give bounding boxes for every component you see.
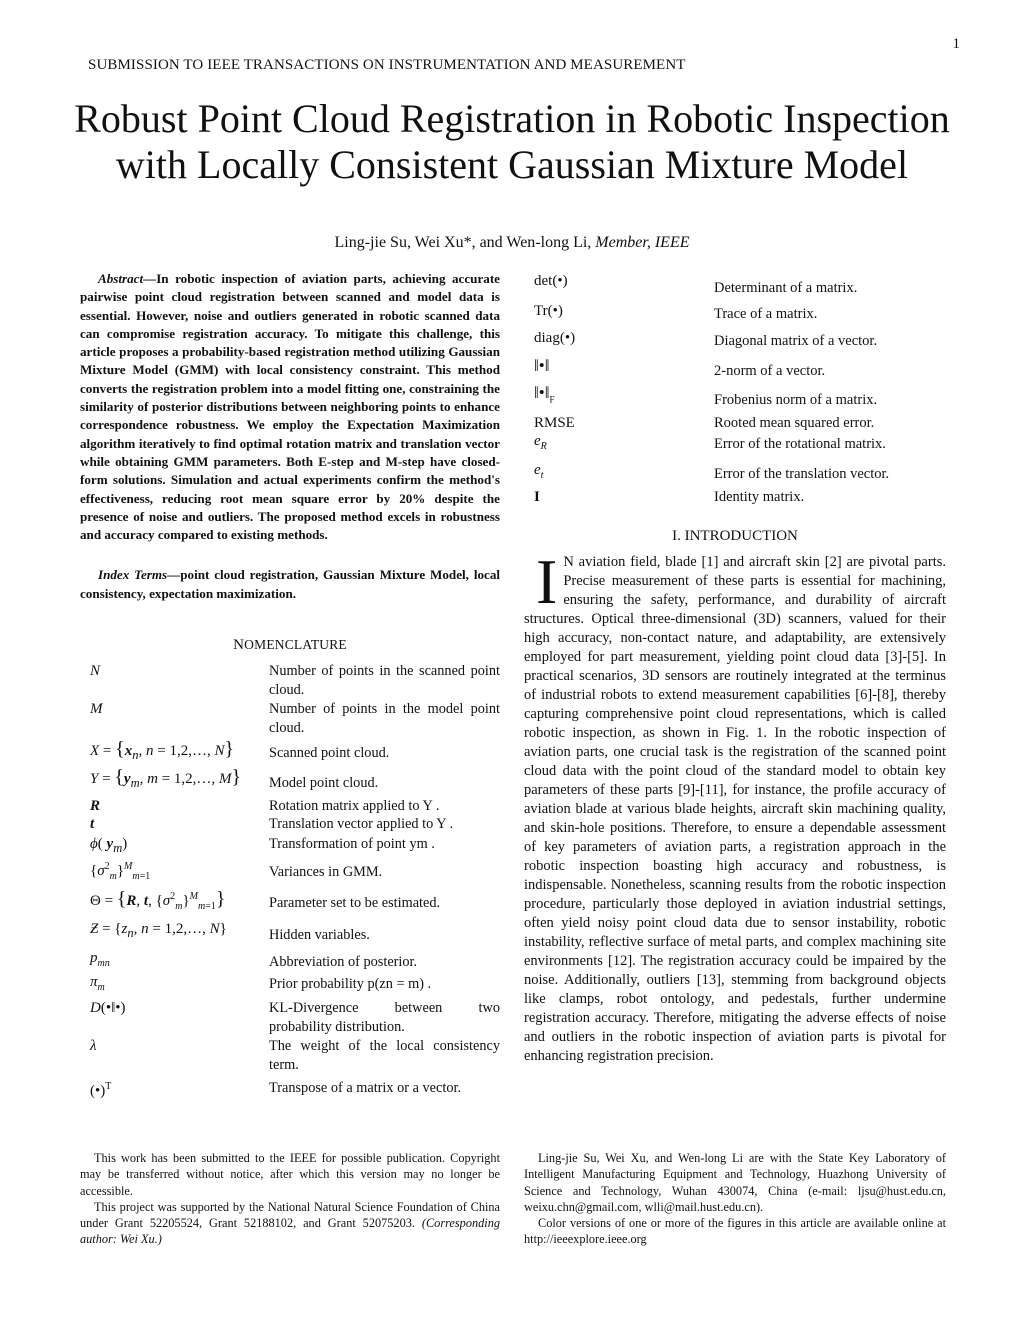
nomenclature-list (80, 662, 500, 1099)
abstract-text: —In robotic inspection of aviation parts, achieving accurate pairwise point cloud registration between scanned and model data is essential. However, noise and outliers generated in robotic scanned data can compromise registration accuracy. To mitigate this challenge, this article proposes a probability-based registration method utilizing Gaussian Mixture Model (GMM) with local consistency constraint. This method converts the registration problem into a model fitting one, constraining the similarity of posterior distributions between neighboring points to enhance correspondence robustness. We employ the Expectation Maximization algorithm iteratively to find optimal rotation matrix and translation vector while obtaining GMM parameters. Both E-step and M-step have closed-form solutions. Simulation and actual experiments confirm the method's effectiveness, reducing root mean square error by 20% despite the presence of noise and outliers. The proposed method excels in robustness and accuracy compared to existing methods. (80, 271, 500, 543)
author-names: Ling-jie Su, Wei Xu*, and Wen-long Li, (334, 234, 592, 251)
nomenclature-item (80, 700, 500, 740)
nomenclature-desc: Error of the translation vector. (714, 466, 890, 482)
introduction-text (524, 546, 946, 1066)
nomenclature-item (524, 383, 946, 410)
nomenclature-symbol: $‖•‖_F$ (534, 383, 555, 405)
nomenclature-desc: The weight of the local consistency term. (269, 1038, 500, 1074)
nomenclature-desc: KL-Divergence between two probability distribution. (269, 1000, 500, 1036)
index-terms-label: Index Terms (98, 567, 168, 583)
nomenclature-symbol: $X = \{x_n$, n = 1,2,…, N} (90, 738, 235, 763)
nomenclature-symbol: RMSE (534, 415, 575, 431)
nomenclature-symbol: ϕ( $y_m$) (90, 836, 128, 856)
nomenclature-desc: Frobenius norm of a matrix. (714, 392, 878, 408)
nomenclature-item (80, 815, 500, 835)
nomenclature-desc: Determinant of a matrix. (714, 280, 858, 296)
author-line (0, 234, 1024, 252)
nomenclature-item (80, 999, 500, 1037)
running-head: SUBMISSION TO IEEE TRANSACTIONS ON INSTRUMENTATION AND MEASUREMENT (88, 57, 686, 73)
footnote-corresponding: (Corresponding author: Wei Xu.) (80, 1216, 500, 1247)
nomenclature-desc: Transformation of point ym . (269, 836, 435, 853)
nomenclature-list-continued (524, 272, 946, 506)
abstract (80, 270, 500, 544)
nomenclature-desc: Model point cloud. (269, 775, 379, 792)
footnotes-right (524, 1150, 946, 1248)
nomenclature-symbol: I (534, 489, 540, 505)
nomenclature-desc: 2-norm of a vector. (714, 363, 826, 379)
nomenclature-item (524, 410, 946, 432)
nomenclature-desc: Abbreviation of posterior. (269, 954, 418, 971)
nomenclature-desc: Identity matrix. (714, 489, 805, 505)
nomenclature-desc: Rooted mean squared error. (714, 415, 875, 431)
nomenclature-item (80, 768, 500, 797)
footnote-submission: This work has been submitted to the IEEE for possible publication. Copyright may be transferred without notice, after which this version may no longer be accessible. (80, 1151, 500, 1198)
nomenclature-item (80, 857, 500, 887)
abstract-label: Abstract (98, 271, 144, 286)
author-membership: Member, IEEE (595, 234, 690, 251)
nomenclature-item (80, 1037, 500, 1077)
index-terms-text: —point cloud registration, Gaussian Mixture Model, local consistency, expectation maximization. (80, 567, 500, 601)
paper-title: Robust Point Cloud Registration in Robotic Inspection with Locally Consistent Gaussian Mixture Model (74, 96, 950, 187)
nomenclature-desc: Prior probability p(zn = m) . (269, 976, 432, 993)
nomenclature-desc: Error of the rotational matrix. (714, 436, 886, 452)
footnote-funding: This project was supported by the National Natural Science Foundation of China under Grant 52205524, Grant 52188102, and Grant 52075203. (Corresponding author: Wei Xu.) (80, 1199, 500, 1247)
nomenclature-item (524, 484, 946, 506)
nomenclature-item (80, 949, 500, 973)
nomenclature-item (524, 459, 946, 484)
nomenclature-item (80, 662, 500, 700)
nomenclature-desc: Rotation matrix applied to Y . (269, 798, 440, 815)
nomenclature-symbol: $\pi_m$ (90, 974, 105, 994)
nomenclature-item (524, 329, 946, 356)
nomenclature-symbol: Θ = {R, t, $\{\sigma^2_m\}^M_{m=1}$} (90, 888, 226, 913)
nomenclature-symbol: Tr(•) (534, 303, 563, 319)
footnotes-left (80, 1150, 500, 1248)
nomenclature-symbol: R (90, 798, 101, 815)
nomenclature-item (80, 740, 500, 768)
nomenclature-item (80, 797, 500, 815)
nomenclature-item (524, 356, 946, 383)
nomenclature-symbol: $e_R$ (534, 433, 547, 452)
left-column (80, 270, 500, 1099)
nomenclature-desc: Translation vector applied to Y . (269, 816, 454, 833)
nomenclature-desc: Diagonal matrix of a vector. (714, 333, 878, 349)
nomenclature-desc: Trace of a matrix. (714, 306, 818, 322)
drop-cap: I (536, 546, 558, 617)
footnote-affiliation: Ling-jie Su, Wei Xu, and Wen-long Li are with the State Key Laboratory of Intelligent Manufacturing Equipment and Technology, Huazhong University of Science and Technology, Wuhan 430074, China (e-mail: ljsu@hust.edu.cn, weixu.chn@gmail.com, wlli@mail.hust.edu.cn). (524, 1151, 946, 1214)
right-column (524, 272, 946, 1066)
nomenclature-symbol: D(•‖•) (90, 1000, 126, 1017)
nomenclature-desc: Hidden variables. (269, 927, 370, 944)
nomenclature-symbol: $p_{mn}$ (90, 950, 110, 970)
nomenclature-symbol: $\{\sigma^2_m\}^M_{m=1}$ (90, 861, 151, 883)
nomenclature-item (80, 920, 500, 949)
nomenclature-desc: Variances in GMM. (269, 864, 383, 881)
nomenclature-symbol: $Y = \{y_m$, m = 1,2,…, M} (90, 766, 242, 791)
nomenclature-item (524, 272, 946, 302)
nomenclature-symbol: N (90, 663, 101, 680)
nomenclature-item (524, 302, 946, 329)
nomenclature-desc: Transpose of a matrix or a vector. (269, 1080, 462, 1097)
nomenclature-item (524, 432, 946, 459)
nomenclature-symbol: M (90, 701, 103, 718)
nomenclature-symbol: (•)$^T$ (90, 1081, 112, 1100)
nomenclature-symbol: λ (90, 1038, 97, 1055)
introduction-body: N aviation field, blade [1] and aircraft skin [2] are pivotal parts. Precise measurement of these parts is essential for machining, ensuring the safety, performance, and durability of aircraft structures. Optical three-dimensional (3D) scanners, valued for their high accuracy, non-contact nature, and adaptability, are extensively employed for part measurement, yielding point cloud data [3]-[5]. In practical scenarios, 3D sensors are routinely integrated at the terminus of industrial robots to extend measurement capabilities [6]-[8], thereby capturing comprehensive point cloud representations, which is called robotic inspection, as shown in Fig. 1. In the robotic inspection of aviation parts, one crucial task is the registration of the scanned point cloud data with the point cloud of the standard model to obtain key parameters of these parts [9]-[11], for instance, the profile accuracy of aviation blade at various blade heights, aircraft skin machining quality, and skin-hole positions. Therefore, to ensure a dependable assessment of key parameters of aviation parts, a registration approach in the robotic inspection boasting high accuracy and robustness, is indispensable. Nonetheless, scanning results from the robotic inspection procedure, particularly those deployed in aviation industrial settings, often yield noisy point cloud data due to sensor instability, robotic instability, reflective surface of metal parts, and complex machining site environments [12]. The registration accuracy could be impaired by the noise. Additionally, outliers [13], stemming from background objects like clamps, robot ontology, and pedestals, further undermine registration accuracy. Therefore, mitigating the adverse effects of noise and outliers in the robotic inspection of aviation parts is pivotal for enhancing registration precision. (524, 554, 946, 1064)
nomenclature-symbol: t (90, 816, 95, 833)
footnote-color-versions: Color versions of one or more of the figures in this article are available online at http://ieeexplore.ieee.org (524, 1216, 946, 1247)
index-terms (80, 566, 500, 603)
nomenclature-desc: Number of points in the scanned point cloud. (269, 663, 500, 699)
nomenclature-symbol: det(•) (534, 273, 568, 289)
nomenclature-item (80, 973, 500, 999)
nomenclature-desc: Scanned point cloud. (269, 745, 390, 762)
section-heading-introduction: I. INTRODUCTION (672, 528, 798, 544)
nomenclature-symbol: ‖•‖ (534, 356, 550, 375)
nomenclature-symbol: Ƶ = {$z_n$, n = 1,2,…, N} (90, 921, 227, 941)
nomenclature-title: NOMENCLATURE (233, 637, 347, 654)
nomenclature-item (80, 887, 500, 920)
page-number: 1 (952, 36, 960, 52)
nomenclature-symbol: $e_t$ (534, 462, 544, 481)
nomenclature-desc: Number of points in the model point cloud. (269, 701, 500, 737)
nomenclature-item (80, 1077, 500, 1099)
nomenclature-item (80, 835, 500, 857)
nomenclature-symbol: diag(•) (534, 330, 576, 346)
nomenclature-desc: Parameter set to be estimated. (269, 895, 441, 912)
